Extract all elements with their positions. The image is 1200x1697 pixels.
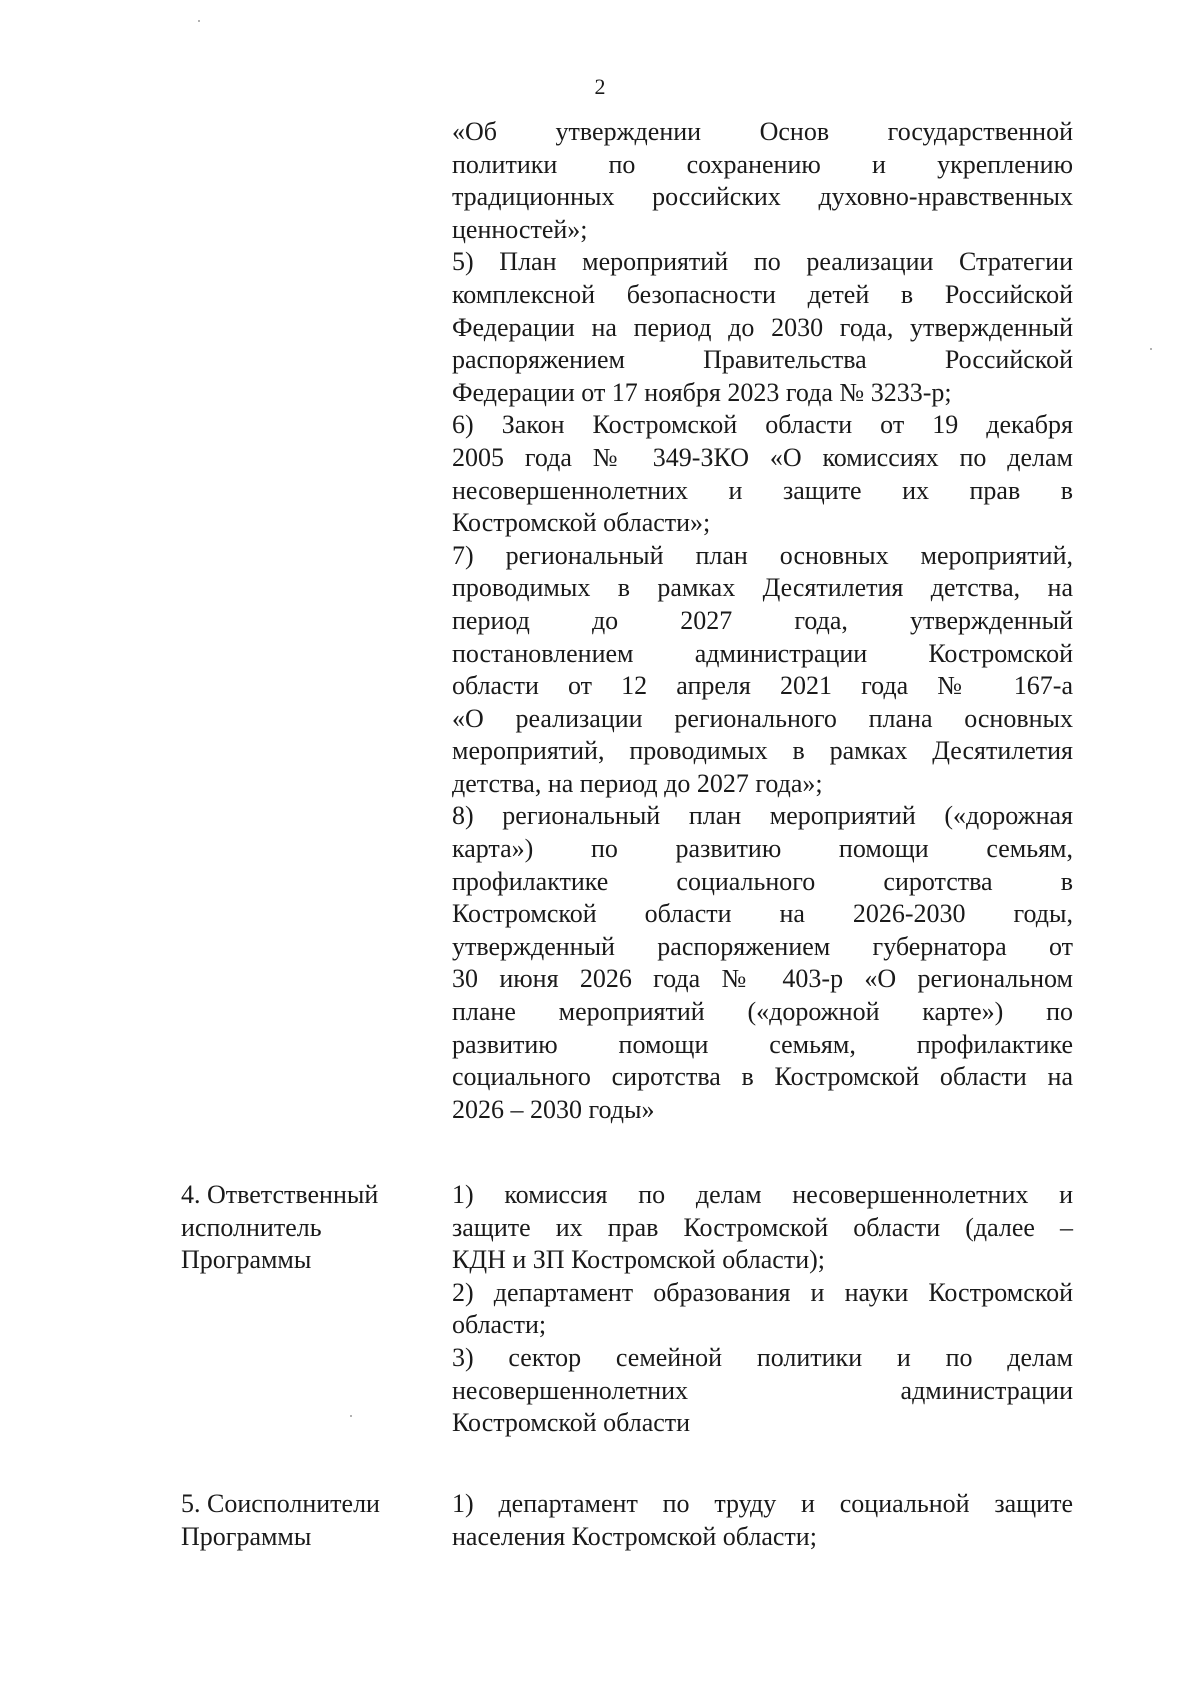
text-line: 1) комиссия по делам несовершеннолетних и (452, 1180, 1073, 1209)
list-item (452, 540, 1073, 801)
list-item (452, 246, 1073, 409)
text-line: защите их прав Костромской области (далее – (452, 1212, 1073, 1242)
text-line: ценностей»; (452, 214, 588, 244)
section-5-content (452, 1488, 1073, 1553)
section-4-content (452, 1179, 1073, 1440)
text-line: комплексной безопасности детей в Российской (452, 279, 1073, 309)
text-line: «О реализации регионального плана основных (452, 703, 1073, 733)
section-label-line: 4. Ответственный (181, 1180, 379, 1209)
text-line: политики по сохранению и укреплению (452, 149, 1073, 179)
text-line: Федерации от 17 ноября 2023 года № 3233-р; (452, 377, 952, 407)
text-line: 1) департамент по труду и социальной защите (452, 1489, 1073, 1518)
text-line: области от 12 апреля 2021 года № 167-а (452, 671, 1073, 701)
text-line: карта») по развитию помощи семьям, (452, 834, 1073, 864)
text-line: социального сиротства в Костромской области на (452, 1062, 1073, 1092)
list-item (452, 1342, 1073, 1440)
text-line: распоряжением Правительства Российской (452, 345, 1073, 375)
section-label-line: 5. Соисполнители (181, 1489, 380, 1518)
text-line: детства, на период до 2027 года»; (452, 768, 823, 798)
text-line: мероприятий, проводимых в рамках Десятилетия (452, 736, 1073, 766)
text-line: проводимых в рамках Десятилетия детства, на (452, 573, 1073, 603)
text-line: профилактике социального сиротства в (452, 866, 1073, 896)
list-item (452, 1179, 1073, 1277)
text-line: 30 июня 2026 года № 403-р «О региональном (452, 964, 1073, 994)
list-item (452, 1488, 1073, 1553)
page-number: 2 (594, 74, 606, 99)
text-line: 2005 года № 349-ЗКО «О комиссиях по делам (452, 442, 1073, 472)
text-line: области; (452, 1310, 547, 1340)
text-line: 8) региональный план мероприятий («дорожная (452, 801, 1073, 831)
text-line: КДН и ЗП Костромской области); (452, 1245, 826, 1275)
text-line: населения Костромской области; (452, 1521, 817, 1551)
text-line: 2) департамент образования и науки Костромской (452, 1277, 1073, 1307)
text-line: утвержденный распоряжением губернатора от (452, 931, 1073, 961)
text-line: 7) региональный план основных мероприятий, (452, 540, 1073, 570)
scan-speck (1150, 348, 1152, 350)
text-line: Костромской области на 2026-2030 годы, (452, 899, 1073, 929)
text-line: Костромской области (452, 1408, 691, 1438)
scan-speck (350, 1415, 352, 1417)
text-line: несовершеннолетних администрации (452, 1375, 1073, 1405)
section-5-label (181, 1488, 421, 1553)
section-3-content (452, 116, 1073, 1126)
list-item (452, 409, 1073, 539)
section-label-line: исполнитель (181, 1212, 322, 1242)
text-line: период до 2027 года, утвержденный (452, 605, 1073, 635)
section-4-label (181, 1179, 421, 1277)
text-line: постановлением администрации Костромской (452, 638, 1073, 668)
text-line: Костромской области»; (452, 508, 711, 538)
text-line: 3) сектор семейной политики и по делам (452, 1342, 1073, 1372)
section-label-line: Программы (181, 1521, 312, 1551)
section-label-line: Программы (181, 1245, 312, 1275)
list-item (452, 1277, 1073, 1342)
text-line: 6) Закон Костромской области от 19 декабря (452, 410, 1073, 440)
text-line: Федерации на период до 2030 года, утвержденный (452, 312, 1073, 342)
text-line: традиционных российских духовно-нравственных (452, 182, 1073, 212)
text-line: плане мероприятий («дорожной карте») по (452, 997, 1073, 1027)
text-line: «Об утверждении Основ государственной (452, 117, 1073, 146)
list-item (452, 800, 1073, 1126)
text-line: 2026 – 2030 годы» (452, 1094, 655, 1124)
text-line: несовершеннолетних и защите их прав в (452, 475, 1073, 505)
text-line: развитию помощи семьям, профилактике (452, 1029, 1073, 1059)
scan-speck (198, 20, 200, 22)
list-item (452, 116, 1073, 246)
text-line: 5) План мероприятий по реализации Стратегии (452, 247, 1073, 277)
